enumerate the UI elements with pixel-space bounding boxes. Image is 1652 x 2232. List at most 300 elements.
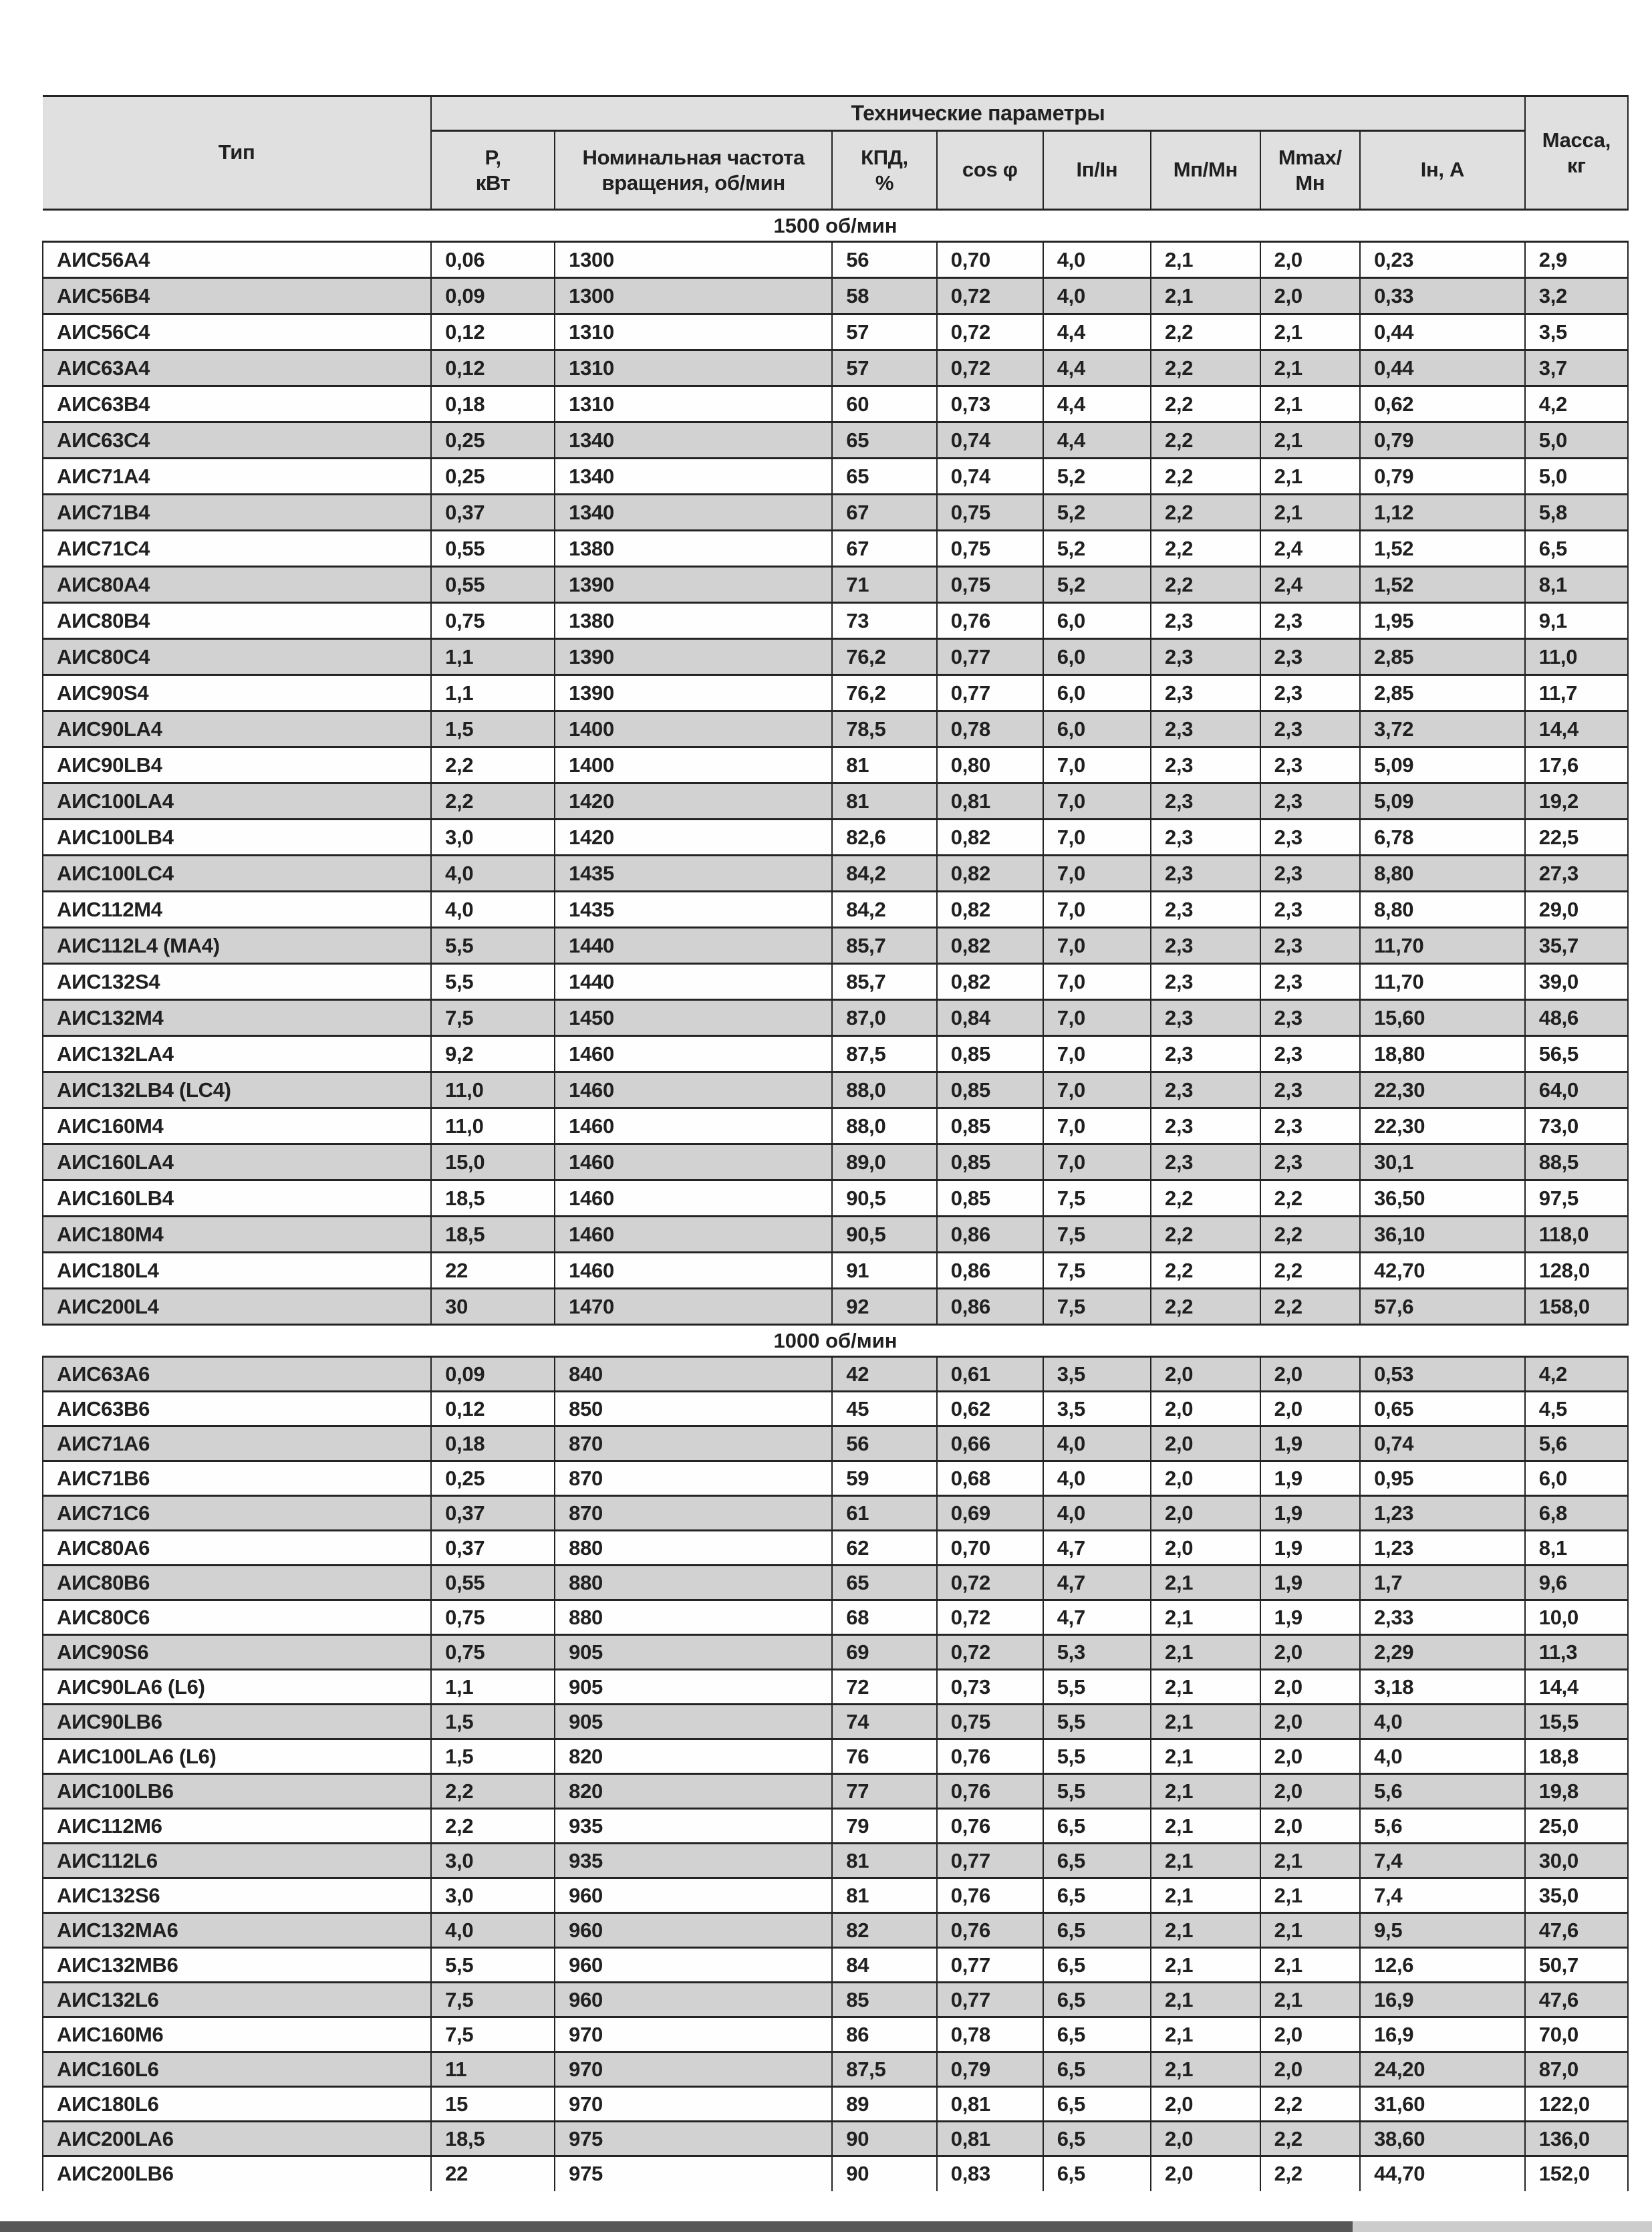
cell-cos-phi: 0,82 — [937, 856, 1043, 892]
cell-cos-phi: 0,74 — [937, 459, 1043, 495]
cell-efficiency: 57 — [832, 314, 937, 350]
cell-type: АИС200LB6 — [43, 2156, 431, 2191]
cell-power: 1,1 — [431, 639, 555, 675]
cell-cos-phi: 0,76 — [937, 603, 1043, 639]
cell-speed: 970 — [555, 2052, 832, 2087]
cell-rated-current: 0,79 — [1360, 459, 1525, 495]
cell-speed: 1420 — [555, 820, 832, 856]
cell-max-torque-ratio: 2,1 — [1260, 422, 1360, 459]
cell-rated-current: 0,53 — [1360, 1357, 1525, 1392]
cell-speed: 960 — [555, 1913, 832, 1948]
cell-speed: 935 — [555, 1844, 832, 1878]
cell-rated-current: 3,18 — [1360, 1670, 1525, 1705]
cell-speed: 1460 — [555, 1036, 832, 1072]
cell-type: АИС180L6 — [43, 2087, 431, 2122]
cell-starting-current-ratio: 5,2 — [1043, 495, 1151, 531]
cell-power: 4,0 — [431, 856, 555, 892]
table-row — [43, 1461, 1628, 1496]
cell-rated-current: 0,44 — [1360, 350, 1525, 386]
cell-rated-current: 4,0 — [1360, 1739, 1525, 1774]
cell-starting-torque-ratio: 2,1 — [1151, 1739, 1260, 1774]
cell-speed: 1310 — [555, 386, 832, 422]
cell-max-torque-ratio: 2,0 — [1260, 242, 1360, 278]
cell-mass: 35,7 — [1525, 928, 1628, 964]
cell-speed: 1460 — [555, 1144, 832, 1181]
cell-power: 22 — [431, 2156, 555, 2191]
cell-rated-current: 7,4 — [1360, 1878, 1525, 1913]
cell-speed: 1460 — [555, 1108, 832, 1144]
cell-max-torque-ratio: 2,3 — [1260, 711, 1360, 747]
cell-type: АИС80C6 — [43, 1600, 431, 1635]
cell-cos-phi: 0,70 — [937, 242, 1043, 278]
cell-type: АИС132M4 — [43, 1000, 431, 1036]
cell-mass: 47,6 — [1525, 1983, 1628, 2017]
col-header-type: Тип — [43, 96, 431, 210]
cell-starting-torque-ratio: 2,3 — [1151, 856, 1260, 892]
cell-rated-current: 1,23 — [1360, 1496, 1525, 1531]
cell-power: 3,0 — [431, 820, 555, 856]
cell-speed: 870 — [555, 1496, 832, 1531]
table-row — [43, 892, 1628, 928]
cell-type: АИС132L6 — [43, 1983, 431, 2017]
cell-efficiency: 89,0 — [832, 1144, 937, 1181]
cell-type: АИС90LB6 — [43, 1705, 431, 1739]
cell-power: 11,0 — [431, 1072, 555, 1108]
cell-type: АИС132LA4 — [43, 1036, 431, 1072]
cell-starting-torque-ratio: 2,2 — [1151, 567, 1260, 603]
cell-efficiency: 69 — [832, 1635, 937, 1670]
table-header — [43, 96, 1628, 210]
cell-speed: 960 — [555, 1878, 832, 1913]
cell-cos-phi: 0,73 — [937, 1670, 1043, 1705]
cell-speed: 1340 — [555, 459, 832, 495]
cell-efficiency: 81 — [832, 1878, 937, 1913]
cell-starting-torque-ratio: 2,3 — [1151, 675, 1260, 711]
cell-power: 7,5 — [431, 1983, 555, 2017]
section-header-row — [43, 210, 1628, 242]
cell-max-torque-ratio: 2,0 — [1260, 1635, 1360, 1670]
cell-rated-current: 36,50 — [1360, 1181, 1525, 1217]
cell-type: АИС56C4 — [43, 314, 431, 350]
cell-starting-torque-ratio: 2,2 — [1151, 314, 1260, 350]
cell-efficiency: 57 — [832, 350, 937, 386]
cell-rated-current: 4,0 — [1360, 1705, 1525, 1739]
cell-cos-phi: 0,85 — [937, 1144, 1043, 1181]
cell-efficiency: 84,2 — [832, 856, 937, 892]
cell-efficiency: 65 — [832, 422, 937, 459]
cell-max-torque-ratio: 2,3 — [1260, 747, 1360, 783]
cell-rated-current: 0,65 — [1360, 1392, 1525, 1427]
header-row-top — [43, 96, 1628, 131]
cell-speed: 905 — [555, 1635, 832, 1670]
cell-cos-phi: 0,75 — [937, 495, 1043, 531]
cell-power: 0,09 — [431, 1357, 555, 1392]
cell-mass: 8,1 — [1525, 567, 1628, 603]
cell-starting-torque-ratio: 2,2 — [1151, 422, 1260, 459]
cell-starting-current-ratio: 7,0 — [1043, 964, 1151, 1000]
cell-starting-torque-ratio: 2,2 — [1151, 1253, 1260, 1289]
cell-efficiency: 72 — [832, 1670, 937, 1705]
table-row — [43, 531, 1628, 567]
cell-rated-current: 1,7 — [1360, 1566, 1525, 1600]
cell-max-torque-ratio: 2,0 — [1260, 2052, 1360, 2087]
cell-starting-torque-ratio: 2,0 — [1151, 1357, 1260, 1392]
cell-starting-torque-ratio: 2,0 — [1151, 1392, 1260, 1427]
cell-max-torque-ratio: 2,0 — [1260, 1739, 1360, 1774]
table-row — [43, 242, 1628, 278]
cell-cos-phi: 0,77 — [937, 675, 1043, 711]
cell-type: АИС80B6 — [43, 1566, 431, 1600]
cell-max-torque-ratio: 2,2 — [1260, 2122, 1360, 2156]
table-row — [43, 422, 1628, 459]
cell-max-torque-ratio: 2,0 — [1260, 1705, 1360, 1739]
cell-speed: 975 — [555, 2156, 832, 2191]
cell-efficiency: 67 — [832, 531, 937, 567]
cell-power: 2,2 — [431, 783, 555, 820]
cell-max-torque-ratio: 2,3 — [1260, 1072, 1360, 1108]
cell-rated-current: 1,12 — [1360, 495, 1525, 531]
cell-power: 0,37 — [431, 495, 555, 531]
cell-rated-current: 5,09 — [1360, 783, 1525, 820]
cell-type: АИС132S4 — [43, 964, 431, 1000]
cell-starting-current-ratio: 7,0 — [1043, 892, 1151, 928]
cell-type: АИС180M4 — [43, 1217, 431, 1253]
cell-speed: 1450 — [555, 1000, 832, 1036]
cell-type: АИС71C4 — [43, 531, 431, 567]
cell-max-torque-ratio: 2,3 — [1260, 820, 1360, 856]
footer-bar — [0, 2221, 1652, 2232]
cell-starting-torque-ratio: 2,0 — [1151, 1496, 1260, 1531]
cell-starting-torque-ratio: 2,1 — [1151, 1670, 1260, 1705]
cell-cos-phi: 0,79 — [937, 2052, 1043, 2087]
cell-mass: 5,0 — [1525, 422, 1628, 459]
cell-max-torque-ratio: 2,1 — [1260, 459, 1360, 495]
table-row — [43, 1531, 1628, 1566]
cell-cos-phi: 0,76 — [937, 1739, 1043, 1774]
cell-power: 22 — [431, 1253, 555, 1289]
cell-cos-phi: 0,76 — [937, 1878, 1043, 1913]
cell-speed: 1300 — [555, 242, 832, 278]
table-row — [43, 2156, 1628, 2191]
table-row — [43, 1635, 1628, 1670]
header-line: кг — [1566, 153, 1586, 177]
cell-power: 0,06 — [431, 242, 555, 278]
cell-max-torque-ratio: 2,3 — [1260, 1144, 1360, 1181]
cell-efficiency: 56 — [832, 242, 937, 278]
cell-starting-current-ratio: 6,5 — [1043, 2122, 1151, 2156]
cell-mass: 18,8 — [1525, 1739, 1628, 1774]
table-row — [43, 1036, 1628, 1072]
cell-mass: 5,8 — [1525, 495, 1628, 531]
cell-rated-current: 24,20 — [1360, 2052, 1525, 2087]
cell-max-torque-ratio: 2,1 — [1260, 1948, 1360, 1983]
table-row — [43, 1108, 1628, 1144]
cell-power: 0,55 — [431, 531, 555, 567]
cell-speed: 850 — [555, 1392, 832, 1427]
cell-starting-torque-ratio: 2,3 — [1151, 711, 1260, 747]
cell-type: АИС100LB4 — [43, 820, 431, 856]
table-row — [43, 1357, 1628, 1392]
cell-starting-torque-ratio: 2,3 — [1151, 1144, 1260, 1181]
cell-cos-phi: 0,82 — [937, 928, 1043, 964]
col-header-speed — [555, 131, 832, 210]
cell-type: АИС160M4 — [43, 1108, 431, 1144]
cell-speed: 960 — [555, 1948, 832, 1983]
cell-power: 5,5 — [431, 964, 555, 1000]
cell-starting-torque-ratio: 2,3 — [1151, 1072, 1260, 1108]
cell-efficiency: 90,5 — [832, 1217, 937, 1253]
col-header-rated-current: Iн, А — [1360, 131, 1525, 210]
cell-type: АИС132MB6 — [43, 1948, 431, 1983]
cell-power: 1,1 — [431, 675, 555, 711]
cell-power: 0,75 — [431, 603, 555, 639]
cell-efficiency: 65 — [832, 1566, 937, 1600]
cell-speed: 1460 — [555, 1181, 832, 1217]
cell-speed: 1300 — [555, 278, 832, 314]
cell-type: АИС63B4 — [43, 386, 431, 422]
cell-rated-current: 12,6 — [1360, 1948, 1525, 1983]
cell-rated-current: 31,60 — [1360, 2087, 1525, 2122]
cell-cos-phi: 0,82 — [937, 820, 1043, 856]
cell-starting-current-ratio: 7,0 — [1043, 1000, 1151, 1036]
cell-starting-current-ratio: 5,2 — [1043, 567, 1151, 603]
cell-rated-current: 9,5 — [1360, 1913, 1525, 1948]
cell-type: АИС112L6 — [43, 1844, 431, 1878]
cell-speed: 1470 — [555, 1289, 832, 1325]
cell-starting-current-ratio: 6,5 — [1043, 2156, 1151, 2191]
cell-efficiency: 85,7 — [832, 964, 937, 1000]
cell-speed: 1460 — [555, 1217, 832, 1253]
table-row — [43, 1878, 1628, 1913]
cell-mass: 14,4 — [1525, 711, 1628, 747]
cell-starting-torque-ratio: 2,1 — [1151, 1878, 1260, 1913]
table-row — [43, 603, 1628, 639]
table-row — [43, 928, 1628, 964]
cell-mass: 27,3 — [1525, 856, 1628, 892]
cell-starting-current-ratio: 6,0 — [1043, 639, 1151, 675]
tech-params-header: Технические параметры — [431, 96, 1525, 131]
header-line: % — [875, 170, 894, 195]
cell-speed: 840 — [555, 1357, 832, 1392]
cell-speed: 975 — [555, 2122, 832, 2156]
cell-mass: 56,5 — [1525, 1036, 1628, 1072]
cell-cos-phi: 0,81 — [937, 2087, 1043, 2122]
cell-power: 1,1 — [431, 1670, 555, 1705]
cell-starting-current-ratio: 4,4 — [1043, 422, 1151, 459]
cell-power: 1,5 — [431, 1705, 555, 1739]
cell-mass: 5,6 — [1525, 1427, 1628, 1461]
header-line: кВт — [475, 170, 511, 195]
cell-speed: 1400 — [555, 747, 832, 783]
table-row — [43, 1072, 1628, 1108]
cell-speed: 820 — [555, 1739, 832, 1774]
cell-speed: 1310 — [555, 350, 832, 386]
cell-cos-phi: 0,81 — [937, 783, 1043, 820]
cell-efficiency: 60 — [832, 386, 937, 422]
cell-mass: 22,5 — [1525, 820, 1628, 856]
table-row — [43, 1144, 1628, 1181]
cell-starting-torque-ratio: 2,2 — [1151, 1217, 1260, 1253]
cell-efficiency: 84,2 — [832, 892, 937, 928]
cell-cos-phi: 0,86 — [937, 1217, 1043, 1253]
col-header-max-torque-ratio — [1260, 131, 1360, 210]
cell-type: АИС80B4 — [43, 603, 431, 639]
cell-cos-phi: 0,85 — [937, 1181, 1043, 1217]
cell-power: 18,5 — [431, 1217, 555, 1253]
cell-efficiency: 77 — [832, 1774, 937, 1809]
cell-speed: 1380 — [555, 531, 832, 567]
cell-mass: 30,0 — [1525, 1844, 1628, 1878]
cell-starting-torque-ratio: 2,3 — [1151, 892, 1260, 928]
cell-cos-phi: 0,61 — [937, 1357, 1043, 1392]
table-row — [43, 711, 1628, 747]
table-row — [43, 1600, 1628, 1635]
cell-efficiency: 91 — [832, 1253, 937, 1289]
cell-power: 2,2 — [431, 1809, 555, 1844]
cell-speed: 1390 — [555, 567, 832, 603]
cell-efficiency: 68 — [832, 1600, 937, 1635]
cell-rated-current: 0,74 — [1360, 1427, 1525, 1461]
cell-mass: 2,9 — [1525, 242, 1628, 278]
table-row — [43, 2052, 1628, 2087]
cell-mass: 11,7 — [1525, 675, 1628, 711]
cell-starting-current-ratio: 6,5 — [1043, 1913, 1151, 1948]
cell-power: 0,55 — [431, 567, 555, 603]
cell-speed: 935 — [555, 1809, 832, 1844]
cell-cos-phi: 0,85 — [937, 1072, 1043, 1108]
cell-starting-current-ratio: 4,0 — [1043, 1461, 1151, 1496]
cell-power: 0,25 — [431, 459, 555, 495]
cell-efficiency: 76,2 — [832, 639, 937, 675]
cell-starting-current-ratio: 3,5 — [1043, 1357, 1151, 1392]
cell-starting-torque-ratio: 2,3 — [1151, 603, 1260, 639]
cell-max-torque-ratio: 2,0 — [1260, 278, 1360, 314]
cell-rated-current: 42,70 — [1360, 1253, 1525, 1289]
cell-mass: 70,0 — [1525, 2017, 1628, 2052]
cell-starting-torque-ratio: 2,0 — [1151, 1461, 1260, 1496]
cell-starting-torque-ratio: 2,0 — [1151, 1531, 1260, 1566]
cell-max-torque-ratio: 2,3 — [1260, 928, 1360, 964]
header-line: Номинальная частота — [582, 146, 805, 170]
cell-rated-current: 22,30 — [1360, 1108, 1525, 1144]
footer-bar-dark-segment — [0, 2221, 1353, 2232]
cell-starting-torque-ratio: 2,3 — [1151, 783, 1260, 820]
cell-cos-phi: 0,72 — [937, 350, 1043, 386]
cell-cos-phi: 0,69 — [937, 1496, 1043, 1531]
cell-power: 11 — [431, 2052, 555, 2087]
cell-power: 0,18 — [431, 1427, 555, 1461]
cell-mass: 5,0 — [1525, 459, 1628, 495]
table-row — [43, 278, 1628, 314]
cell-starting-current-ratio: 4,0 — [1043, 242, 1151, 278]
cell-efficiency: 81 — [832, 747, 937, 783]
cell-rated-current: 38,60 — [1360, 2122, 1525, 2156]
cell-type: АИС200L4 — [43, 1289, 431, 1325]
cell-efficiency: 82,6 — [832, 820, 937, 856]
cell-starting-torque-ratio: 2,1 — [1151, 278, 1260, 314]
header-line: Масса, — [1542, 128, 1611, 152]
cell-rated-current: 15,60 — [1360, 1000, 1525, 1036]
cell-mass: 15,5 — [1525, 1705, 1628, 1739]
cell-power: 4,0 — [431, 1913, 555, 1948]
cell-starting-current-ratio: 7,0 — [1043, 856, 1151, 892]
cell-rated-current: 7,4 — [1360, 1844, 1525, 1878]
cell-starting-current-ratio: 5,5 — [1043, 1705, 1151, 1739]
cell-mass: 136,0 — [1525, 2122, 1628, 2156]
cell-max-torque-ratio: 2,0 — [1260, 1809, 1360, 1844]
motor-spec-table — [42, 95, 1629, 2191]
table-row — [43, 567, 1628, 603]
cell-starting-torque-ratio: 2,3 — [1151, 964, 1260, 1000]
cell-max-torque-ratio: 1,9 — [1260, 1427, 1360, 1461]
cell-cos-phi: 0,74 — [937, 422, 1043, 459]
col-header-mass — [1525, 96, 1628, 210]
cell-cos-phi: 0,72 — [937, 278, 1043, 314]
table-row — [43, 314, 1628, 350]
cell-cos-phi: 0,77 — [937, 639, 1043, 675]
cell-cos-phi: 0,80 — [937, 747, 1043, 783]
cell-speed: 1435 — [555, 892, 832, 928]
cell-mass: 9,1 — [1525, 603, 1628, 639]
cell-type: АИС100LA6 (L6) — [43, 1739, 431, 1774]
cell-rated-current: 8,80 — [1360, 892, 1525, 928]
cell-max-torque-ratio: 2,0 — [1260, 1670, 1360, 1705]
cell-starting-torque-ratio: 2,0 — [1151, 2156, 1260, 2191]
cell-rated-current: 1,95 — [1360, 603, 1525, 639]
cell-starting-current-ratio: 7,0 — [1043, 1144, 1151, 1181]
table-row — [43, 2017, 1628, 2052]
cell-mass: 6,5 — [1525, 531, 1628, 567]
table-row — [43, 1809, 1628, 1844]
cell-speed: 1440 — [555, 928, 832, 964]
cell-cos-phi: 0,72 — [937, 314, 1043, 350]
cell-rated-current: 0,79 — [1360, 422, 1525, 459]
cell-power: 5,5 — [431, 928, 555, 964]
cell-cos-phi: 0,77 — [937, 1983, 1043, 2017]
cell-efficiency: 87,5 — [832, 2052, 937, 2087]
cell-cos-phi: 0,84 — [937, 1000, 1043, 1036]
cell-max-torque-ratio: 2,3 — [1260, 1000, 1360, 1036]
cell-efficiency: 62 — [832, 1531, 937, 1566]
cell-mass: 3,7 — [1525, 350, 1628, 386]
cell-mass: 87,0 — [1525, 2052, 1628, 2087]
cell-starting-torque-ratio: 2,3 — [1151, 747, 1260, 783]
cell-starting-torque-ratio: 2,3 — [1151, 639, 1260, 675]
cell-mass: 19,8 — [1525, 1774, 1628, 1809]
table-row — [43, 1217, 1628, 1253]
cell-rated-current: 0,95 — [1360, 1461, 1525, 1496]
cell-speed: 820 — [555, 1774, 832, 1809]
cell-type: АИС100LA4 — [43, 783, 431, 820]
cell-rated-current: 57,6 — [1360, 1289, 1525, 1325]
cell-type: АИС63C4 — [43, 422, 431, 459]
cell-power: 0,37 — [431, 1496, 555, 1531]
cell-efficiency: 71 — [832, 567, 937, 603]
cell-max-torque-ratio: 1,9 — [1260, 1566, 1360, 1600]
cell-starting-current-ratio: 6,0 — [1043, 603, 1151, 639]
cell-type: АИС80A6 — [43, 1531, 431, 1566]
cell-rated-current: 11,70 — [1360, 964, 1525, 1000]
cell-starting-torque-ratio: 2,3 — [1151, 1000, 1260, 1036]
cell-speed: 1435 — [555, 856, 832, 892]
cell-type: АИС200LA6 — [43, 2122, 431, 2156]
cell-cos-phi: 0,75 — [937, 531, 1043, 567]
cell-efficiency: 61 — [832, 1496, 937, 1531]
cell-power: 0,25 — [431, 422, 555, 459]
cell-type: АИС63A4 — [43, 350, 431, 386]
cell-starting-torque-ratio: 2,3 — [1151, 928, 1260, 964]
cell-mass: 29,0 — [1525, 892, 1628, 928]
